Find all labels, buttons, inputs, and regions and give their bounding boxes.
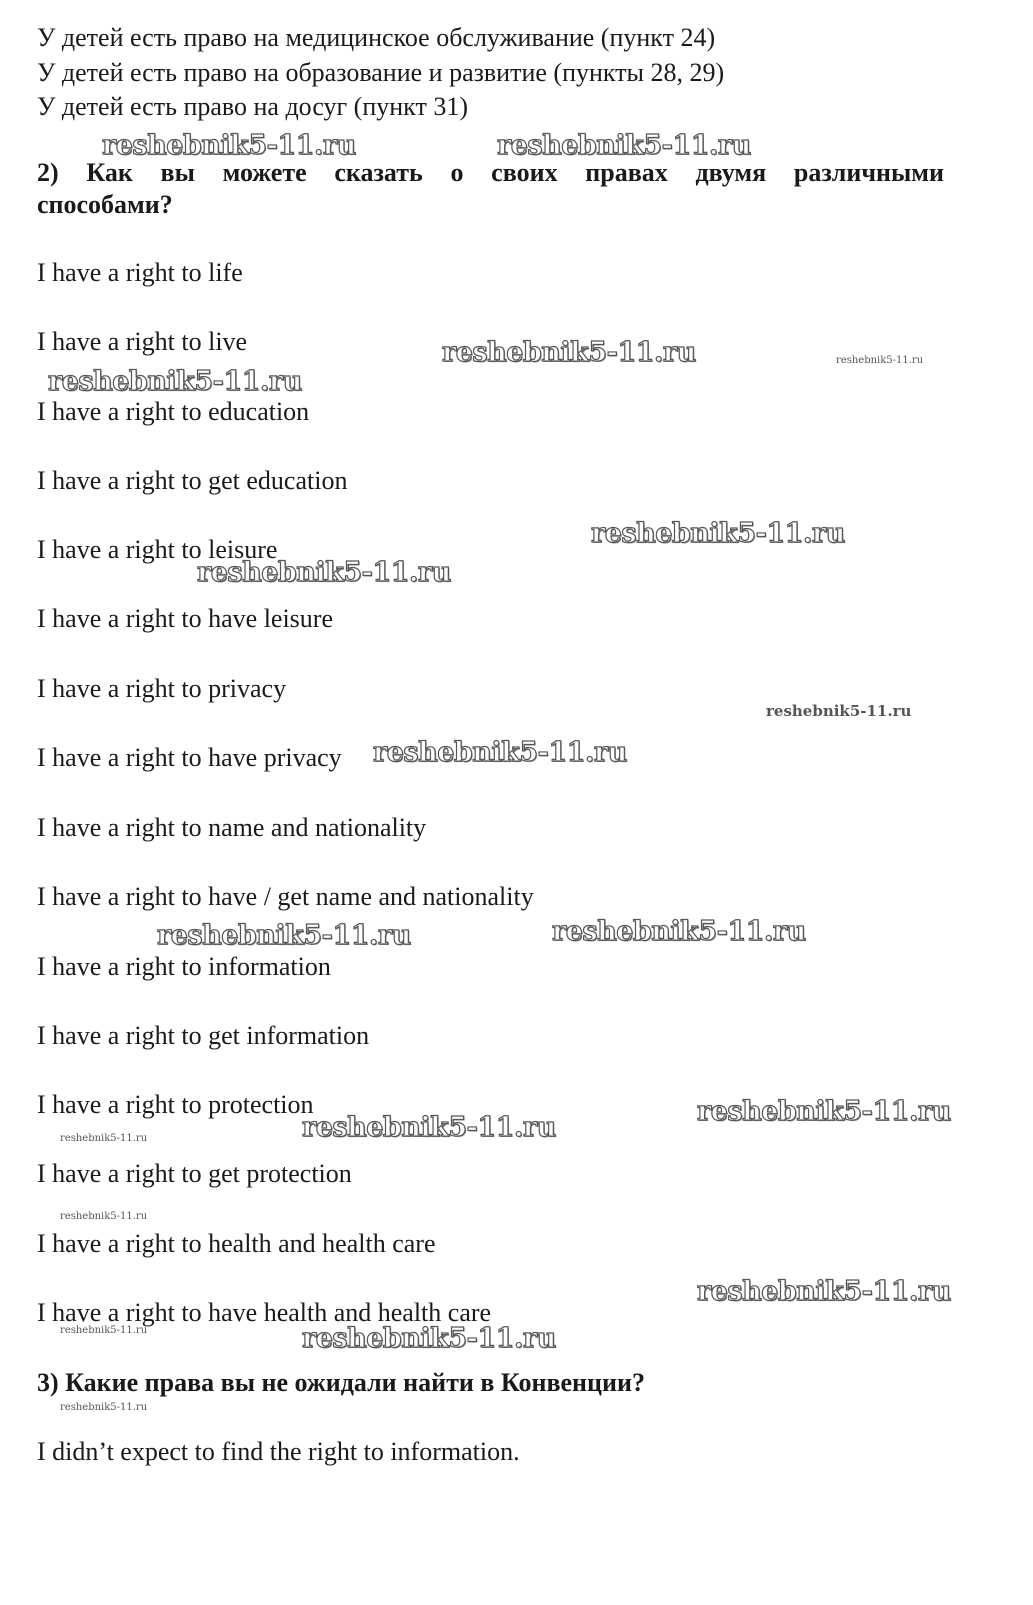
- answer-line: I have a right to leisure: [37, 535, 278, 564]
- intro-line-3: У детей есть право на досуг (пункт 31): [37, 92, 468, 121]
- watermark-small: reshebnik5-11.ru: [766, 702, 912, 720]
- answer-line: I have a right to have health and health care: [37, 1298, 492, 1327]
- question-2-line-1: 2) Как вы можете сказать о своих правах двумя различными: [37, 158, 944, 187]
- answer-line: I have a right to health and health care: [37, 1229, 436, 1258]
- watermark-small: reshebnik5-11.ru: [60, 1133, 148, 1144]
- watermark: reshebnik5-11.ru: [102, 130, 356, 161]
- answer-line: I have a right to information: [37, 952, 331, 981]
- question-3: 3) Какие права вы не ожидали найти в Конвенции?: [37, 1368, 645, 1397]
- answer-line: I have a right to have leisure: [37, 604, 333, 633]
- watermark-small: reshebnik5-11.ru: [60, 1325, 148, 1336]
- watermark: reshebnik5-11.ru: [697, 1096, 951, 1127]
- watermark: reshebnik5-11.ru: [552, 916, 806, 947]
- answer-line: I have a right to protection: [37, 1090, 314, 1119]
- answer-line: I have a right to education: [37, 397, 310, 426]
- answer-line: I have a right to live: [37, 327, 248, 356]
- answer-line: I have a right to name and nationality: [37, 813, 427, 842]
- watermark-small: reshebnik5-11.ru: [60, 1402, 148, 1413]
- watermark: reshebnik5-11.ru: [442, 337, 696, 368]
- answer-line: I have a right to have / get name and nationality: [37, 882, 534, 911]
- watermark: reshebnik5-11.ru: [302, 1323, 556, 1354]
- answer-line: I have a right to have privacy: [37, 743, 342, 772]
- question-2-line-2: способами?: [37, 190, 173, 219]
- answer-line: I have a right to privacy: [37, 674, 287, 703]
- watermark: reshebnik5-11.ru: [697, 1276, 951, 1307]
- watermark: reshebnik5-11.ru: [302, 1112, 556, 1143]
- answer-line: I have a right to get information: [37, 1021, 370, 1050]
- watermark: reshebnik5-11.ru: [373, 737, 627, 768]
- intro-line-1: У детей есть право на медицинское обслуживание (пункт 24): [37, 23, 716, 52]
- watermark: reshebnik5-11.ru: [497, 130, 751, 161]
- watermark: reshebnik5-11.ru: [157, 920, 411, 951]
- watermark-small: reshebnik5-11.ru: [60, 1211, 148, 1222]
- answer-3: I didn’t expect to find the right to information.: [37, 1437, 520, 1466]
- answer-line: I have a right to life: [37, 258, 243, 287]
- watermark: reshebnik5-11.ru: [591, 518, 845, 549]
- watermark: reshebnik5-11.ru: [197, 557, 451, 588]
- watermark: reshebnik5-11.ru: [48, 366, 302, 397]
- intro-line-2: У детей есть право на образование и развитие (пункты 28, 29): [37, 58, 725, 87]
- answer-line: I have a right to get protection: [37, 1159, 352, 1188]
- watermark-small: reshebnik5-11.ru: [836, 355, 924, 366]
- answer-line: I have a right to get education: [37, 466, 348, 495]
